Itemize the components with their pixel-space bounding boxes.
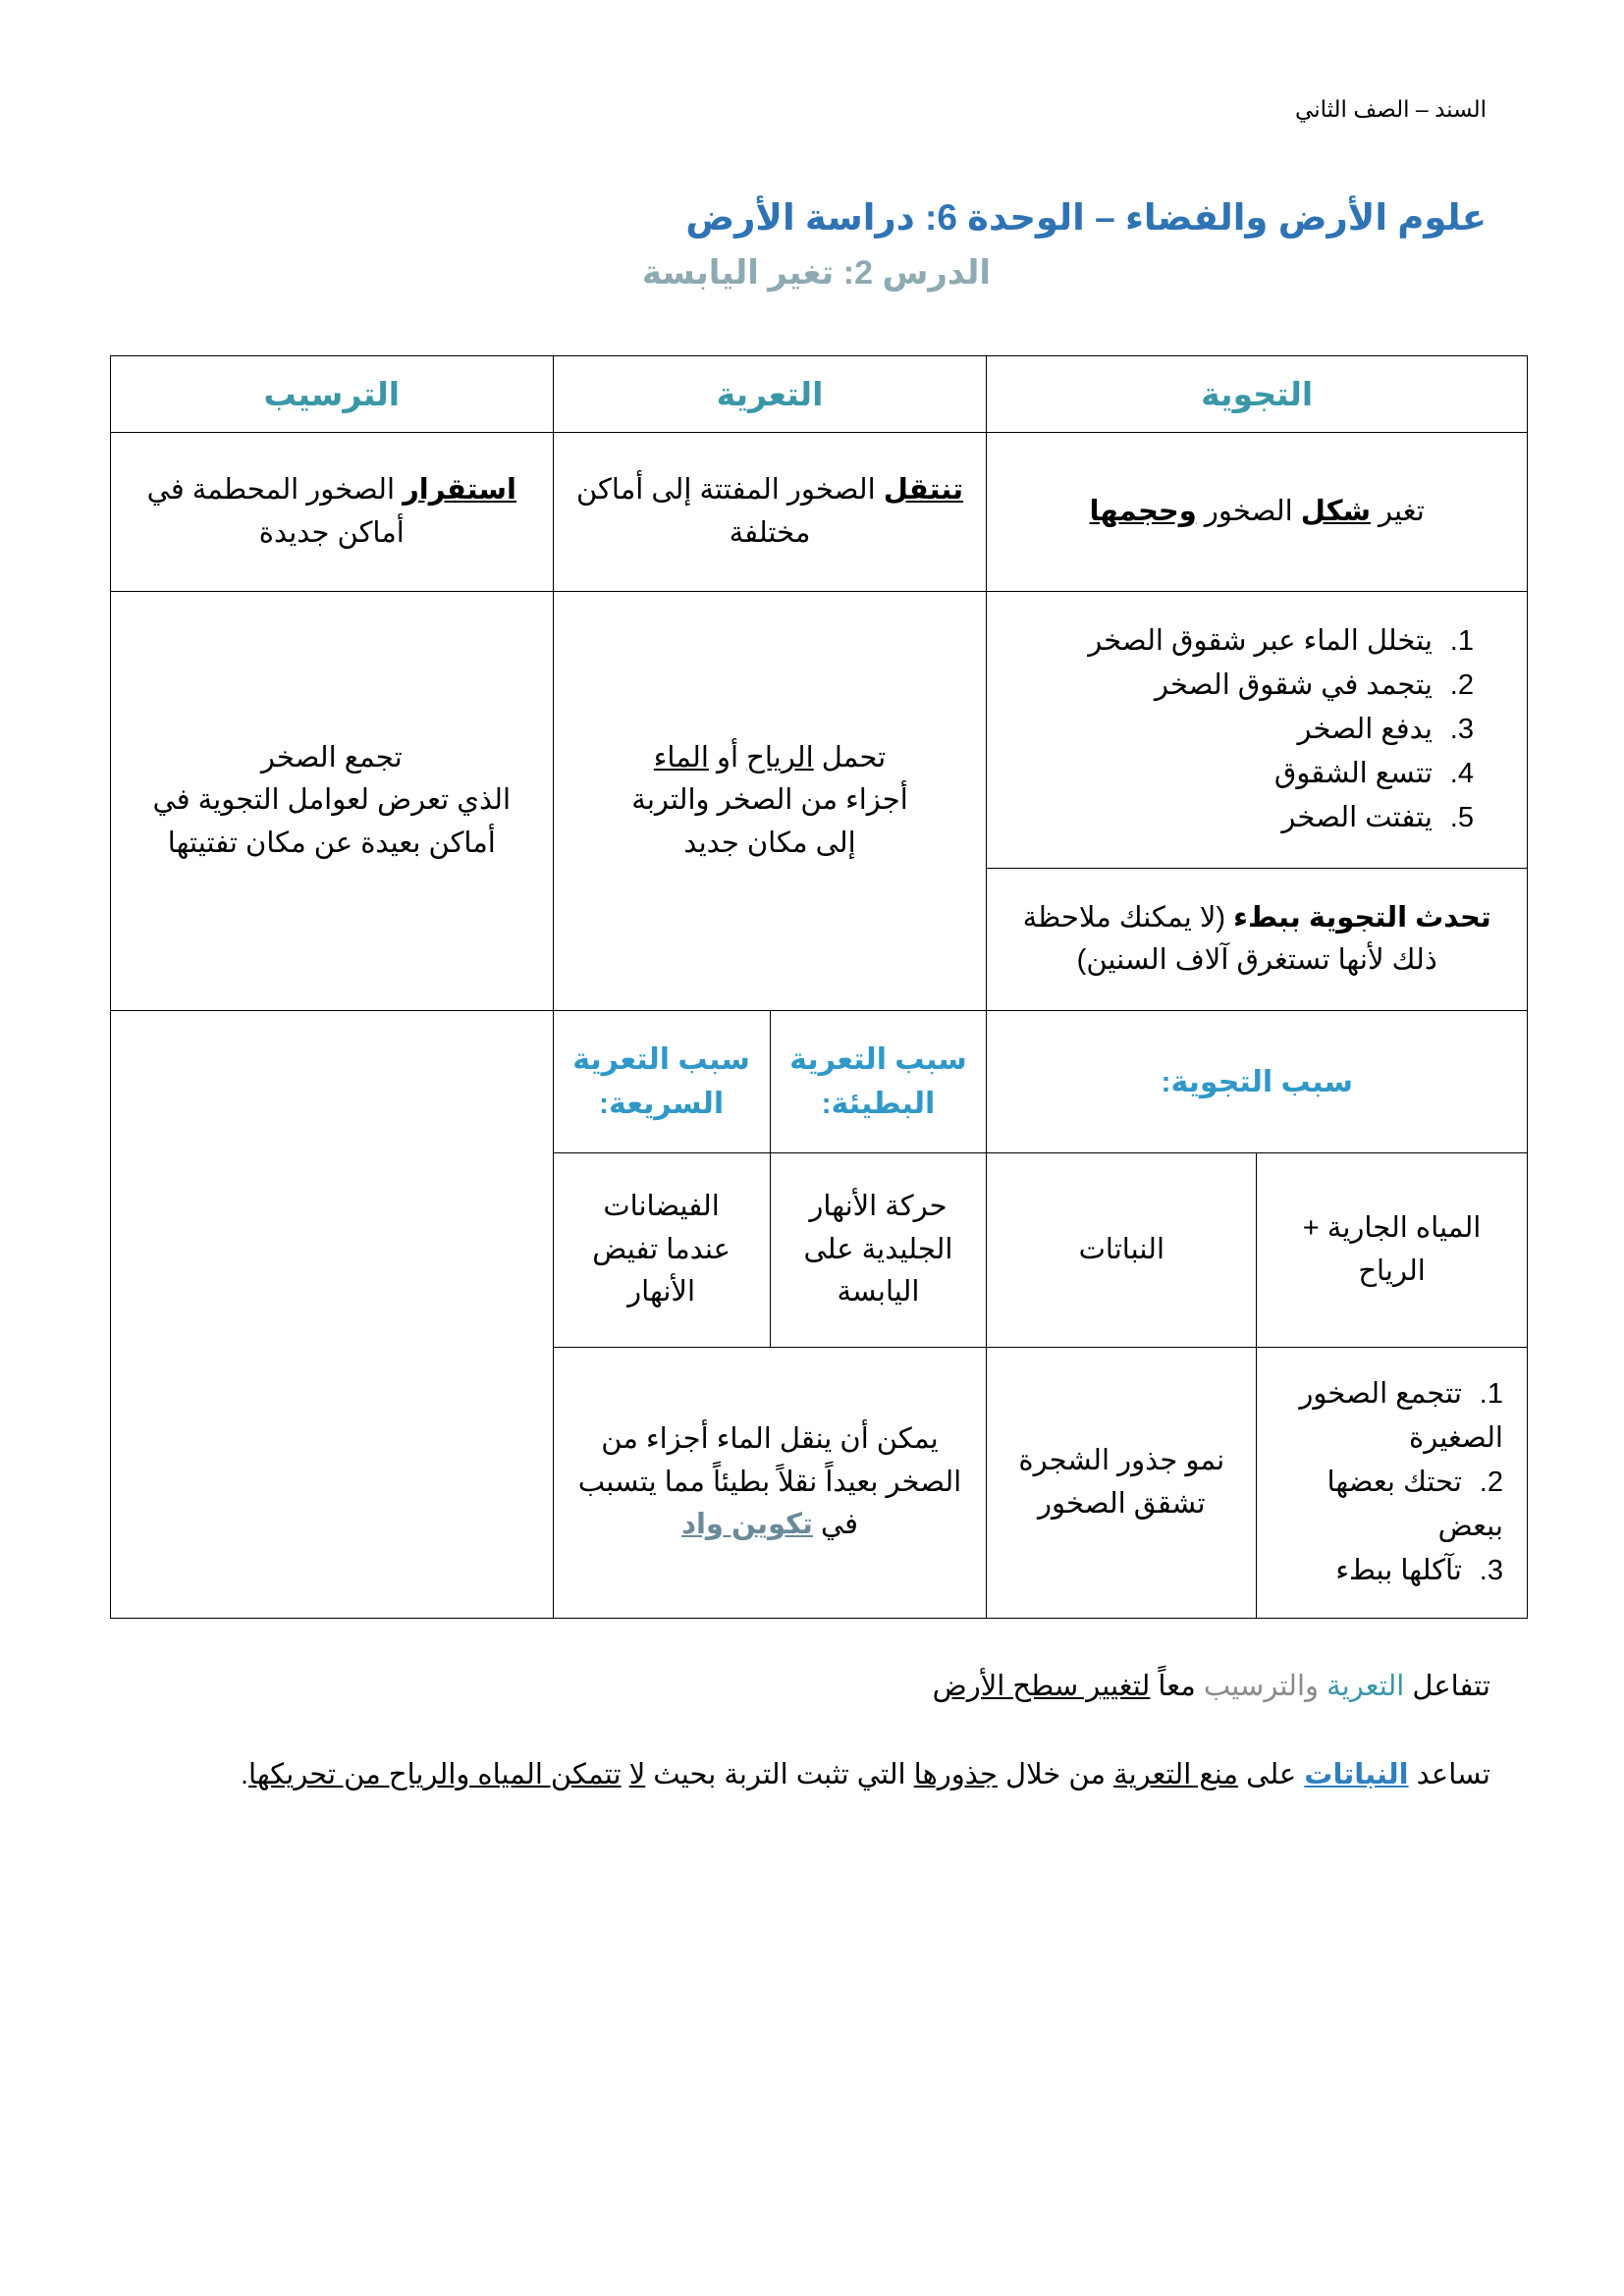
list-item: 4. تتسع الشقوق <box>1273 757 1474 789</box>
weathering-definition: تغير شكل الصخور وحجمها <box>987 433 1528 592</box>
cause-plants: النباتات <box>987 1153 1257 1348</box>
deposition-description: تجمع الصخر الذي تعرض لعوامل التجوية في أماكن بعيدة عن مكان تفتيتها <box>111 592 554 1011</box>
list-item: 5. يتفتت الصخر <box>1281 801 1474 833</box>
header-weathering: التجوية <box>987 356 1528 433</box>
top-note: السند – الصف الثاني <box>1295 96 1487 122</box>
weathering-steps <box>987 592 1528 869</box>
plants-roots-effect: نمو جذور الشجرة تشقق الصخور <box>987 1348 1257 1619</box>
cause-glaciers: حركة الأنهار الجليدية على اليابسة <box>770 1153 987 1348</box>
cause-floods: الفيضانات عندما تفيض الأنهار <box>553 1153 770 1348</box>
weathering-slow-note: تحدث التجوية ببطء (لا يمكنك ملاحظة ذلك لأنها تستغرق آلاف السنين) <box>987 869 1528 1011</box>
cause-water-wind: المياه الجارية + الرياح <box>1257 1153 1528 1348</box>
water-wind-effects <box>1257 1348 1528 1619</box>
header-erosion: التعرية <box>553 356 987 433</box>
cause-fast-erosion: سبب التعرية السريعة: <box>553 1011 770 1153</box>
erosion-definition: تنتقل الصخور المفتتة إلى أماكن مختلفة <box>553 433 987 592</box>
weathering-steps-list <box>1001 619 1513 840</box>
list-item: 3. تآكلها ببطء <box>1335 1554 1503 1586</box>
paragraph-plants: تساعد النباتات على منع التعرية من خلال جذورها التي تثبت التربة بحيث لا تتمكن المياه والرياح من تحريكها. <box>240 1759 1490 1790</box>
list-item: 3. يدفع الصخر <box>1297 714 1474 746</box>
cause-weathering: سبب التجوية: <box>987 1011 1528 1153</box>
deposition-empty-cell <box>111 1011 554 1619</box>
deposition-definition: استقرار الصخور المحطمة في أماكن جديدة <box>111 433 554 592</box>
cause-slow-erosion: سبب التعرية البطيئة: <box>770 1011 987 1153</box>
page-title: علوم الأرض والفضاء – الوحدة 6: دراسة الأرض <box>685 197 1487 238</box>
list-item: 2. يتجمد في شقوق الصخر <box>1154 669 1474 702</box>
paragraph-interaction: تتفاعل التعرية والترسيب معاً لتغيير سطح الأرض <box>932 1671 1490 1702</box>
erosion-description: تحمل الرياح أو الماء أجزاء من الصخر والتربة إلى مكان جديد <box>553 592 987 1011</box>
header-deposition: الترسيب <box>111 356 554 433</box>
lesson-subtitle: الدرس 2: تغير اليابسة <box>641 254 991 292</box>
list-item: 1. تتجمع الصخور الصغيرة <box>1299 1378 1503 1455</box>
list-item: 1. يتخلل الماء عبر شقوق الصخر <box>1088 625 1474 658</box>
valley-formation: يمكن أن ينقل الماء أجزاء من الصخر بعيداً نقلاً بطيئاً مما يتسبب في تكوين واد <box>553 1348 987 1619</box>
list-item: 2. تحتك بعضها ببعض <box>1326 1467 1503 1542</box>
lesson-table <box>110 355 1528 1619</box>
effects-list <box>1271 1372 1513 1593</box>
